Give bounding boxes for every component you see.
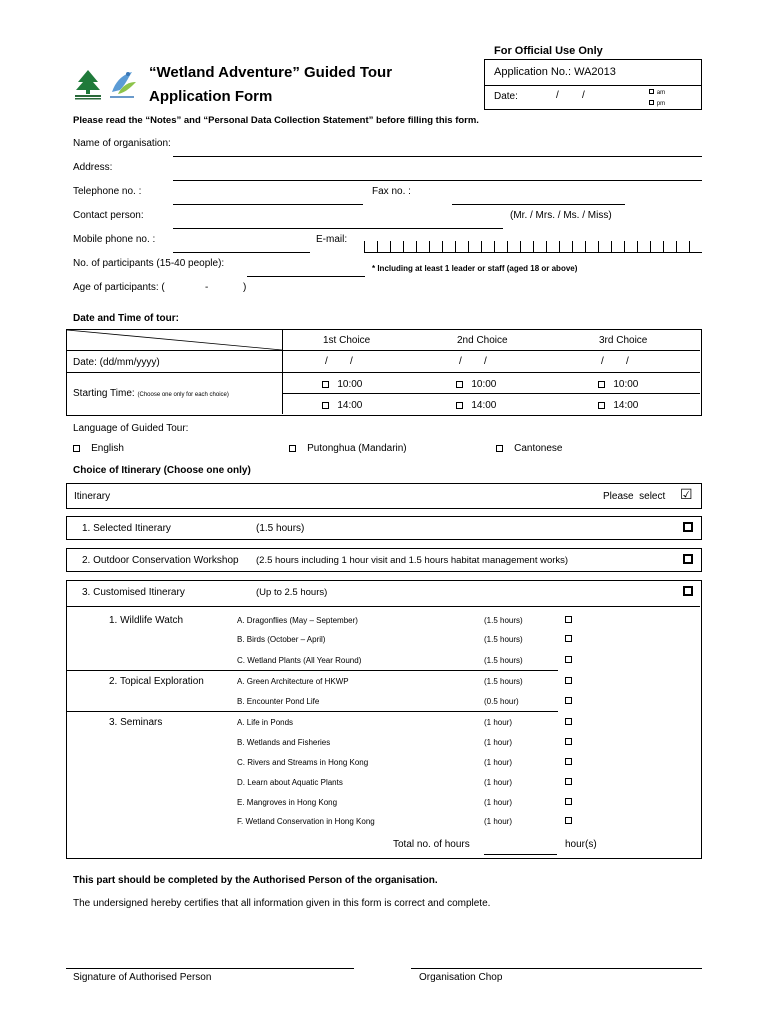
option-1-detail: (1.5 hours)	[256, 523, 305, 534]
choice-1-time-14[interactable]: 14:00	[322, 400, 362, 411]
official-use-box	[484, 59, 702, 110]
mobile-label: Mobile phone no. :	[73, 234, 156, 245]
total-hours-field[interactable]	[484, 854, 557, 855]
itinerary-col-label: Itinerary	[74, 491, 111, 502]
official-date-slash-2: /	[582, 90, 585, 101]
item-rivers-streams-duration: (1 hour)	[484, 758, 513, 767]
am-checkbox[interactable]	[649, 89, 654, 94]
age-close: )	[243, 282, 247, 293]
pm-checkbox[interactable]	[649, 100, 654, 105]
address-label: Address:	[73, 162, 113, 173]
language-english[interactable]: English	[73, 443, 124, 454]
application-number: Application No.: WA2013	[494, 66, 616, 78]
authorised-note: This part should be completed by the Authorised Person of the organisation.	[73, 875, 438, 886]
item-wetland-conservation-checkbox[interactable]	[565, 817, 572, 824]
official-date-slash-1: /	[556, 90, 559, 101]
option-2-checkbox[interactable]	[683, 554, 693, 564]
language-putonghua[interactable]: Putonghua (Mandarin)	[289, 443, 407, 454]
item-pond-life-duration: (0.5 hour)	[484, 697, 519, 706]
item-aquatic-plants-duration: (1 hour)	[484, 778, 513, 787]
fax-field[interactable]	[452, 204, 625, 205]
afcd-logo	[72, 68, 104, 102]
item-mangroves-duration: (1 hour)	[484, 798, 513, 807]
item-birds-duration: (1.5 hours)	[484, 635, 523, 644]
starting-time-note: (Choose one only for each choice)	[137, 392, 229, 398]
group-seminars: 3. Seminars	[109, 717, 163, 728]
item-life-in-ponds-checkbox[interactable]	[565, 718, 572, 725]
certify-statement: The undersigned hereby certifies that all information given in this form is correct and complete.	[73, 898, 491, 909]
total-hours-label: Total no. of hours	[393, 839, 470, 850]
item-wetlands-fisheries: B. Wetlands and Fisheries	[237, 738, 331, 747]
please-select-label: Please select	[603, 491, 666, 502]
option-3-label: 3. Customised Itinerary	[82, 587, 185, 598]
mobile-field[interactable]	[173, 252, 310, 253]
checkbox-icon[interactable]	[496, 445, 503, 452]
official-use-heading: For Official Use Only	[494, 45, 603, 57]
total-hours-unit: hour(s)	[565, 839, 597, 850]
option-1-checkbox[interactable]	[683, 522, 693, 532]
telephone-field[interactable]	[173, 204, 363, 205]
item-wetland-plants: C. Wetland Plants (All Year Round)	[237, 656, 362, 665]
option-3-detail: (Up to 2.5 hours)	[256, 587, 328, 598]
item-pond-life: B. Encounter Pond Life	[237, 697, 320, 706]
choice-3-header: 3rd Choice	[599, 335, 648, 346]
tour-heading: Date and Time of tour:	[73, 313, 179, 324]
starting-time-label: Starting Time: (Choose one only for each choice)	[73, 388, 229, 399]
telephone-label: Telephone no. :	[73, 186, 142, 197]
item-green-architecture: A. Green Architecture of HKWP	[237, 677, 349, 686]
item-wetlands-fisheries-checkbox[interactable]	[565, 738, 572, 745]
choice-2-date[interactable]: / /	[459, 356, 487, 367]
date-label: Date: (dd/mm/yyyy)	[73, 357, 160, 368]
tour-table	[66, 329, 702, 416]
signature-label: Signature of Authorised Person	[73, 972, 212, 983]
item-green-architecture-checkbox[interactable]	[565, 677, 572, 684]
wetland-park-logo	[106, 66, 138, 102]
itinerary-option-2[interactable]	[66, 548, 702, 572]
item-wetland-plants-duration: (1.5 hours)	[484, 656, 523, 665]
contact-field[interactable]	[173, 228, 503, 229]
choice-3-time-14[interactable]: 14:00	[598, 400, 638, 411]
option-3-checkbox[interactable]	[683, 586, 693, 596]
instruction: Please read the “Notes” and “Personal Data Collection Statement” before filling this form.	[73, 115, 479, 126]
option-2-label: 2. Outdoor Conservation Workshop	[82, 555, 239, 566]
pm-label: pm	[656, 101, 666, 107]
item-life-in-ponds-duration: (1 hour)	[484, 718, 513, 727]
pm-option[interactable]	[649, 97, 665, 108]
form-title-line1: “Wetland Adventure” Guided Tour	[149, 64, 393, 81]
checkbox-icon[interactable]	[322, 402, 329, 409]
choice-1-date[interactable]: / /	[325, 356, 353, 367]
itinerary-heading: Choice of Itinerary (Choose one only)	[73, 465, 251, 476]
option-2-detail: (2.5 hours including 1 hour visit and 1.5 hours habitat management works)	[256, 555, 569, 566]
item-pond-life-checkbox[interactable]	[565, 697, 572, 704]
item-life-in-ponds: A. Life in Ponds	[237, 718, 294, 727]
item-aquatic-plants: D. Learn about Aquatic Plants	[237, 778, 343, 787]
am-label: am	[656, 90, 666, 96]
language-heading: Language of Guided Tour:	[73, 423, 189, 434]
itinerary-header-box	[66, 483, 702, 509]
checkbox-icon[interactable]	[322, 381, 329, 388]
item-rivers-streams: C. Rivers and Streams in Hong Kong	[237, 758, 369, 767]
check-icon: ☑	[680, 486, 693, 502]
item-wetland-conservation: F. Wetland Conservation in Hong Kong	[237, 817, 375, 826]
email-label: E-mail:	[316, 234, 348, 245]
age-dash: -	[205, 282, 209, 293]
checkbox-icon[interactable]	[73, 445, 80, 452]
item-wetland-plants-checkbox[interactable]	[565, 656, 572, 663]
item-aquatic-plants-checkbox[interactable]	[565, 778, 572, 785]
participants-label: No. of participants (15-40 people):	[73, 258, 225, 269]
choice-1-header: 1st Choice	[323, 335, 371, 346]
choice-1-time-10[interactable]: 10:00	[322, 379, 362, 390]
header-diagonal	[67, 330, 282, 351]
group-topical-exploration: 2. Topical Exploration	[109, 676, 204, 687]
language-cantonese[interactable]: Cantonese	[496, 443, 563, 454]
item-dragonflies-duration: (1.5 hours)	[484, 616, 523, 625]
participants-note: * Including at least 1 leader or staff (aged 18 or above)	[372, 264, 578, 273]
choice-2-header: 2nd Choice	[457, 335, 508, 346]
contact-label: Contact person:	[73, 210, 144, 221]
chop-label: Organisation Chop	[419, 972, 503, 983]
official-date-label: Date:	[494, 91, 518, 102]
item-birds: B. Birds (October – April)	[237, 635, 326, 644]
choice-2-time-14[interactable]: 14:00	[456, 400, 496, 411]
participants-field[interactable]	[247, 276, 365, 277]
choice-3-time-10[interactable]: 10:00	[598, 379, 638, 390]
address-field[interactable]	[173, 180, 702, 181]
organisation-field[interactable]	[173, 156, 702, 157]
choice-2-time-10[interactable]: 10:00	[456, 379, 496, 390]
email-field[interactable]	[364, 241, 702, 253]
title-options: (Mr. / Mrs. / Ms. / Miss)	[510, 210, 612, 221]
item-dragonflies: A. Dragonflies (May – September)	[237, 616, 358, 625]
age-label: Age of participants: (	[73, 282, 165, 293]
am-option[interactable]	[649, 86, 665, 97]
choice-3-date[interactable]: / /	[601, 356, 629, 367]
item-wetlands-fisheries-duration: (1 hour)	[484, 738, 513, 747]
item-wetland-conservation-duration: (1 hour)	[484, 817, 513, 826]
chop-line[interactable]	[411, 968, 702, 969]
checkbox-icon[interactable]	[456, 381, 463, 388]
item-mangroves: E. Mangroves in Hong Kong	[237, 798, 338, 807]
checkbox-icon[interactable]	[598, 381, 605, 388]
fax-label: Fax no. :	[372, 186, 411, 197]
checkbox-icon[interactable]	[598, 402, 605, 409]
item-birds-checkbox[interactable]	[565, 635, 572, 642]
item-dragonflies-checkbox[interactable]	[565, 616, 572, 623]
item-mangroves-checkbox[interactable]	[565, 798, 572, 805]
checkbox-icon[interactable]	[289, 445, 296, 452]
item-rivers-streams-checkbox[interactable]	[565, 758, 572, 765]
item-green-architecture-duration: (1.5 hours)	[484, 677, 523, 686]
signature-line[interactable]	[66, 968, 354, 969]
form-title-line2: Application Form	[149, 88, 273, 105]
organisation-label: Name of organisation:	[73, 138, 171, 149]
checkbox-icon[interactable]	[456, 402, 463, 409]
itinerary-option-1[interactable]	[66, 516, 702, 540]
group-wildlife-watch: 1. Wildlife Watch	[109, 615, 184, 626]
option-1-label: 1. Selected Itinerary	[82, 523, 171, 534]
